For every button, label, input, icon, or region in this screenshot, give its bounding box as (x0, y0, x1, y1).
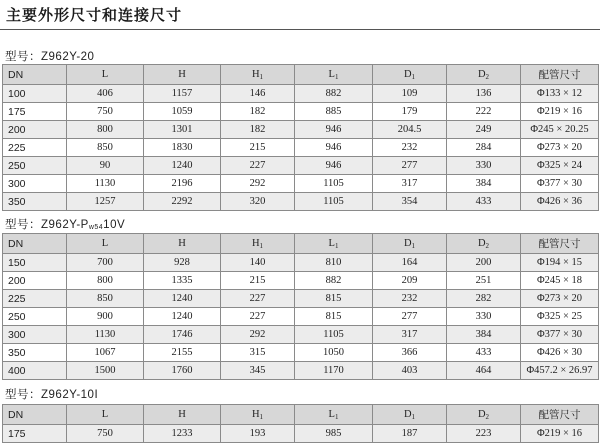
table-cell: Φ377 × 30 (521, 175, 599, 193)
column-header (144, 65, 221, 85)
column-header-subscript: 1 (411, 241, 416, 250)
column-header (221, 65, 295, 85)
column-header-subscript: 2 (485, 72, 490, 81)
table-row (3, 308, 599, 326)
column-header-label: H (251, 237, 260, 249)
column-header-label: L (328, 237, 335, 249)
table-cell: 1050 (295, 344, 373, 362)
table-cell: 1301 (144, 121, 221, 139)
table-cell: 330 (447, 308, 521, 326)
table-cell: 2196 (144, 175, 221, 193)
table-cell: 222 (447, 103, 521, 121)
table-cell: 140 (221, 254, 295, 272)
model-code: Z962Y-P (41, 219, 89, 231)
column-header-label: L (328, 68, 335, 80)
table-cell: 384 (447, 175, 521, 193)
column-header (295, 405, 373, 425)
table-cell: 1746 (144, 326, 221, 344)
table-cell: 2292 (144, 193, 221, 211)
column-header-label: 配管尺寸 (538, 239, 581, 250)
column-header (3, 65, 67, 85)
table-cell: 179 (373, 103, 447, 121)
table-cell: 800 (67, 272, 144, 290)
table-cell: 1170 (295, 362, 373, 380)
column-header (67, 405, 144, 425)
table-cell: 320 (221, 193, 295, 211)
table-cell: 182 (221, 103, 295, 121)
table-cell: Φ325 × 24 (521, 157, 599, 175)
model-prefix: 型号： (5, 51, 41, 63)
table-cell: 885 (295, 103, 373, 121)
column-header (521, 234, 599, 254)
table-cell: 1240 (144, 308, 221, 326)
model-code-subscript: w54 (88, 224, 104, 231)
table-row (3, 193, 599, 211)
table-row (3, 326, 599, 344)
table-cell: 900 (67, 308, 144, 326)
column-header-label: D (403, 237, 412, 249)
column-header-subscript: 1 (259, 412, 264, 421)
column-header-label: DN (8, 237, 24, 250)
title-divider (0, 29, 600, 30)
column-header (221, 405, 295, 425)
table-cell: Φ219 × 16 (521, 103, 599, 121)
column-header-label: DN (8, 408, 24, 421)
table-cell: 215 (221, 272, 295, 290)
model-prefix: 型号： (5, 389, 41, 401)
column-header-label: L (101, 238, 109, 249)
table-cell: 300 (3, 326, 67, 344)
table-cell: 90 (67, 157, 144, 175)
table-cell: 882 (295, 85, 373, 103)
table-cell: 345 (221, 362, 295, 380)
column-header-label: L (101, 69, 109, 80)
table-cell: 315 (221, 344, 295, 362)
table-cell: 1105 (295, 193, 373, 211)
column-header (447, 65, 521, 85)
column-header-label: 配管尺寸 (538, 70, 581, 81)
table-cell: 330 (447, 157, 521, 175)
table-cell: 464 (447, 362, 521, 380)
column-header-label: DN (8, 68, 24, 81)
table-cell: Φ245 × 18 (521, 272, 599, 290)
column-header (521, 65, 599, 85)
table-cell: 946 (295, 157, 373, 175)
table-cell: 225 (3, 290, 67, 308)
column-header (447, 405, 521, 425)
table-cell: 400 (3, 362, 67, 380)
model-code-suffix: 10V (103, 219, 126, 231)
spec-table (2, 233, 599, 380)
table-cell: 1760 (144, 362, 221, 380)
table-cell: 277 (373, 308, 447, 326)
table-cell: 810 (295, 254, 373, 272)
table-row (3, 85, 599, 103)
table-cell: 403 (373, 362, 447, 380)
model-label (5, 386, 98, 402)
table-cell: 1233 (144, 425, 221, 443)
table-cell: 815 (295, 290, 373, 308)
table-cell: Φ273 × 20 (521, 290, 599, 308)
table-cell: 1830 (144, 139, 221, 157)
column-header-label: D (477, 408, 486, 420)
model-code: Z962Y-20 (41, 51, 95, 63)
table-cell: 366 (373, 344, 447, 362)
table-cell: 317 (373, 175, 447, 193)
column-header (221, 234, 295, 254)
table-cell: Φ457.2 × 26.97 (521, 362, 599, 380)
page-title: 主要外形尺寸和连接尺寸 (6, 7, 183, 24)
table-cell: 433 (447, 344, 521, 362)
spec-table (2, 404, 599, 443)
table-cell: 227 (221, 290, 295, 308)
table-cell: 850 (67, 139, 144, 157)
table-row (3, 425, 599, 443)
table-cell: 282 (447, 290, 521, 308)
table-cell: Φ245 × 20.25 (521, 121, 599, 139)
column-header (3, 405, 67, 425)
column-header-label: H (251, 408, 260, 420)
column-header (144, 405, 221, 425)
table-cell: 215 (221, 139, 295, 157)
table-cell: 1130 (67, 326, 144, 344)
table-cell: 750 (67, 425, 144, 443)
table-cell: 251 (447, 272, 521, 290)
table-cell: 815 (295, 308, 373, 326)
table-cell: 1157 (144, 85, 221, 103)
column-header-label: H (178, 238, 186, 249)
table-row (3, 157, 599, 175)
column-header-subscript: 1 (334, 412, 339, 421)
table-row (3, 344, 599, 362)
table-cell: 1335 (144, 272, 221, 290)
model-code: Z962Y-10I (41, 389, 99, 401)
table-cell: 109 (373, 85, 447, 103)
table-cell: 223 (447, 425, 521, 443)
table-cell: 182 (221, 121, 295, 139)
column-header-subscript: 2 (485, 241, 490, 250)
column-header-label: 配管尺寸 (538, 410, 581, 421)
table-cell: 800 (67, 121, 144, 139)
table-row (3, 175, 599, 193)
table-cell: 1240 (144, 290, 221, 308)
column-header (144, 234, 221, 254)
table-cell: 384 (447, 326, 521, 344)
table-row (3, 139, 599, 157)
column-header (67, 234, 144, 254)
column-header-subscript: 1 (334, 72, 339, 81)
column-header-label: H (178, 69, 186, 80)
table-row (3, 121, 599, 139)
table-cell: 175 (3, 425, 67, 443)
table-cell: 100 (3, 85, 67, 103)
table-row (3, 103, 599, 121)
spec-table (2, 64, 599, 211)
table-cell: 350 (3, 344, 67, 362)
table-cell: 2155 (144, 344, 221, 362)
table-cell: 204.5 (373, 121, 447, 139)
table-cell: 985 (295, 425, 373, 443)
table-cell: 232 (373, 139, 447, 157)
table-cell: 406 (67, 85, 144, 103)
column-header-subscript: 1 (411, 72, 416, 81)
table-cell: 225 (3, 139, 67, 157)
table-cell: 1105 (295, 175, 373, 193)
column-header-label: D (403, 408, 412, 420)
model-prefix: 型号： (5, 219, 41, 231)
table-header-row (3, 65, 599, 85)
table-cell: 146 (221, 85, 295, 103)
table-row (3, 272, 599, 290)
table-row (3, 362, 599, 380)
table-cell: Φ219 × 16 (521, 425, 599, 443)
table-cell: 354 (373, 193, 447, 211)
column-header (3, 234, 67, 254)
table-cell: 350 (3, 193, 67, 211)
column-header (373, 234, 447, 254)
table-cell: 946 (295, 121, 373, 139)
table-cell: 300 (3, 175, 67, 193)
table-cell: 292 (221, 326, 295, 344)
table-cell: Φ273 × 20 (521, 139, 599, 157)
table-cell: Φ377 × 30 (521, 326, 599, 344)
table-cell: 249 (447, 121, 521, 139)
table-cell: 433 (447, 193, 521, 211)
table-cell: Φ133 × 12 (521, 85, 599, 103)
table-cell: 882 (295, 272, 373, 290)
table-cell: 1257 (67, 193, 144, 211)
column-header-label: D (403, 68, 412, 80)
table-row (3, 290, 599, 308)
column-header (373, 405, 447, 425)
table-cell: 1067 (67, 344, 144, 362)
table-cell: 1240 (144, 157, 221, 175)
column-header-label: H (178, 409, 186, 420)
table-cell: 187 (373, 425, 447, 443)
table-cell: 850 (67, 290, 144, 308)
table-cell: 150 (3, 254, 67, 272)
table-cell: 200 (3, 272, 67, 290)
table-header-row (3, 405, 599, 425)
column-header-subscript: 2 (485, 412, 490, 421)
table-cell: Φ426 × 30 (521, 344, 599, 362)
table-cell: 1059 (144, 103, 221, 121)
column-header-label: H (251, 68, 260, 80)
column-header (295, 234, 373, 254)
table-cell: 175 (3, 103, 67, 121)
column-header-subscript: 1 (411, 412, 416, 421)
table-header-row (3, 234, 599, 254)
table-cell: 136 (447, 85, 521, 103)
table-cell: 193 (221, 425, 295, 443)
column-header-label: L (328, 408, 335, 420)
column-header (373, 65, 447, 85)
column-header (447, 234, 521, 254)
table-cell: Φ194 × 15 (521, 254, 599, 272)
table-cell: 284 (447, 139, 521, 157)
column-header (521, 405, 599, 425)
table-cell: 164 (373, 254, 447, 272)
table-cell: 209 (373, 272, 447, 290)
table-cell: 700 (67, 254, 144, 272)
column-header-subscript: 1 (334, 241, 339, 250)
table-cell: 250 (3, 308, 67, 326)
table-cell: 750 (67, 103, 144, 121)
table-cell: 317 (373, 326, 447, 344)
table-cell: 277 (373, 157, 447, 175)
column-header (67, 65, 144, 85)
column-header-label: L (101, 409, 109, 420)
table-cell: 292 (221, 175, 295, 193)
table-cell: 928 (144, 254, 221, 272)
column-header-subscript: 1 (259, 241, 264, 250)
table-cell: 1105 (295, 326, 373, 344)
column-header (295, 65, 373, 85)
column-header-label: D (477, 237, 486, 249)
table-cell: 1500 (67, 362, 144, 380)
column-header-label: D (477, 68, 486, 80)
table-cell: 946 (295, 139, 373, 157)
table-cell: 250 (3, 157, 67, 175)
table-cell: Φ325 × 25 (521, 308, 599, 326)
model-label (5, 48, 94, 64)
table-cell: Φ426 × 36 (521, 193, 599, 211)
table-cell: 227 (221, 157, 295, 175)
table-cell: 200 (3, 121, 67, 139)
model-label (5, 216, 125, 232)
table-row (3, 254, 599, 272)
table-cell: 1130 (67, 175, 144, 193)
table-cell: 200 (447, 254, 521, 272)
table-cell: 232 (373, 290, 447, 308)
column-header-subscript: 1 (259, 72, 264, 81)
table-cell: 227 (221, 308, 295, 326)
